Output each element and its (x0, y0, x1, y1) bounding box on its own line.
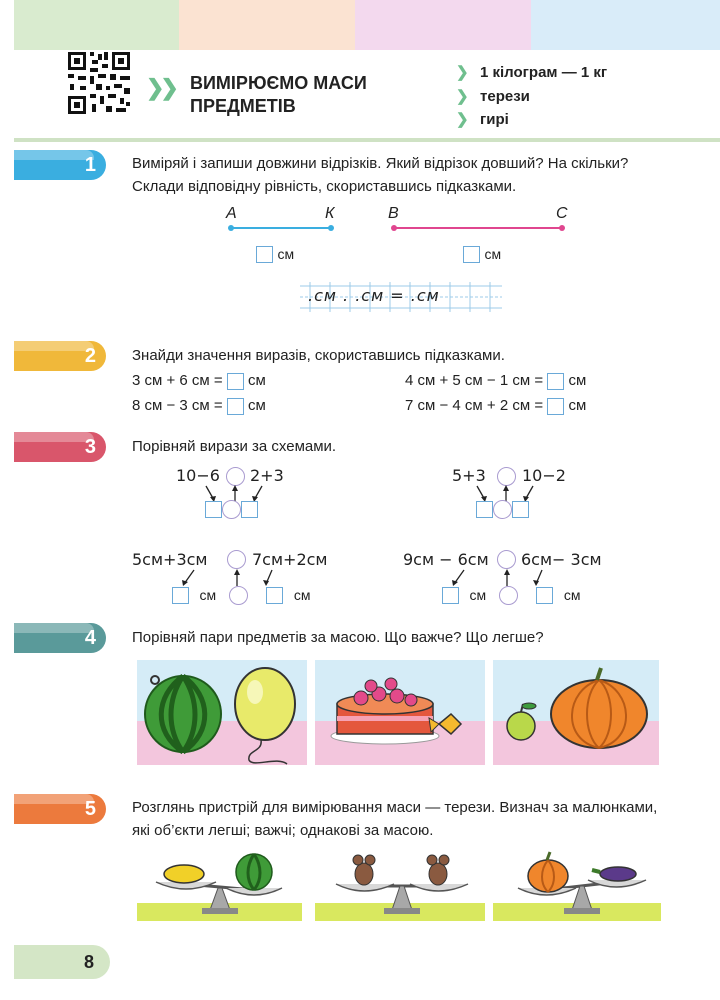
header-rule (14, 138, 720, 142)
compare-circle[interactable] (227, 550, 246, 569)
answer-box[interactable] (547, 373, 564, 390)
task-number-4: 4 (14, 623, 106, 653)
compare-circle[interactable] (499, 586, 518, 605)
scheme-4-right: 6см− 3см (521, 550, 602, 569)
picture-watermelon-balloon (137, 660, 307, 765)
chevron-icon: ❯ (456, 64, 469, 81)
task-2-text: Знайди значення виразів, скориставшись підказками. (132, 347, 505, 364)
equation-hint: .см . .см = .см (308, 286, 440, 305)
answer-box[interactable] (476, 501, 493, 518)
answer-box[interactable] (205, 501, 222, 518)
task-number-2: 2 (14, 341, 106, 371)
expression-row-3: 4 см + 5 см − 1 см = см (405, 372, 587, 389)
expression-row-2: 8 см − 3 см = см (132, 397, 266, 414)
keyword-scales: ❯ терези (456, 88, 530, 105)
top-band-green (14, 0, 179, 50)
expression-row-1: 3 см + 6 см = см (132, 372, 266, 389)
top-band-peach (179, 0, 355, 50)
point-a-label: А (226, 205, 237, 222)
keyword-kilogram: ❯ 1 кілограм — 1 кг (456, 64, 608, 81)
scale-melon-watermelon (150, 850, 290, 920)
compare-circle[interactable] (497, 550, 516, 569)
task-number-3: 3 (14, 432, 106, 462)
scheme-1-answers (205, 500, 258, 519)
segment-bc (388, 222, 568, 234)
answer-box[interactable] (442, 587, 459, 604)
page-title: ВИМІРЮЄМО МАСИ ПРЕДМЕТІВ (190, 73, 367, 116)
answer-box[interactable] (536, 587, 553, 604)
answer-box[interactable] (266, 587, 283, 604)
task-number-5: 5 (14, 794, 106, 824)
point-k-label: К (325, 205, 335, 222)
scheme-3-answers: см см (172, 586, 311, 605)
task-5-text: Розглянь пристрій для вимірювання маси — терези. Визнач за малюнками, які об’єкти легші; важчі; однакові за масою. (132, 799, 658, 839)
point-b-label: В (388, 205, 399, 222)
scale-mice (332, 850, 472, 920)
scheme-4-left: 9см − 6см (403, 550, 489, 569)
keyword-weights: ❯ гирі (456, 111, 509, 128)
cake-candy-illustration (315, 660, 485, 765)
scheme-2-right: 10−2 (522, 466, 566, 485)
compare-circle[interactable] (493, 500, 512, 519)
picture-cake-candy (315, 660, 485, 765)
picture-apple-pumpkin (493, 660, 659, 765)
apple-pumpkin-illustration (493, 660, 659, 765)
scheme-1-right: 2+3 (250, 466, 284, 485)
task-3-text: Порівняй вирази за схемами. (132, 438, 337, 455)
task-number-1: 1 (14, 150, 106, 180)
compare-circle[interactable] (222, 500, 241, 519)
scheme-3-right: 7см+2см (252, 550, 328, 569)
point-c-label: С (556, 205, 568, 222)
qr-code-icon[interactable] (66, 50, 132, 116)
scheme-1-left: 10−6 (176, 466, 220, 485)
answer-box[interactable] (241, 501, 258, 518)
compare-circle[interactable] (229, 586, 248, 605)
answer-box[interactable] (256, 246, 273, 263)
answer-box[interactable] (172, 587, 189, 604)
task-4-text: Порівняй пари предметів за масою. Що важче? Що легше? (132, 629, 544, 646)
scale-pumpkin-eggplant (512, 850, 652, 920)
chevron-icon: ❯ (456, 111, 469, 128)
answer-box[interactable] (512, 501, 529, 518)
scheme-2-answers (476, 500, 529, 519)
watermelon-balloon-illustration (137, 660, 307, 765)
answer-box[interactable] (227, 398, 244, 415)
answer-box[interactable] (547, 398, 564, 415)
expression-row-4: 7 см − 4 см + 2 см = см (405, 397, 587, 414)
scheme-2-left: 5+3 (452, 466, 486, 485)
top-band-pink (355, 0, 531, 50)
page-number-tab (14, 945, 110, 979)
top-band-blue (531, 0, 720, 50)
scheme-3-left: 5см+3см (132, 550, 208, 569)
scheme-4-answers: см см (442, 586, 581, 605)
answer-bc: см (463, 246, 501, 264)
chevron-right-icon: ❯❯ (146, 75, 175, 100)
chevron-icon: ❯ (456, 88, 469, 105)
task-1-text: Виміряй і запиши довжини відрізків. Який відрізок довший? На скільки? Склади відповідну рівність, скориставшись підказками. (132, 155, 629, 195)
segment-ak (225, 222, 337, 234)
page-number: 8 (84, 952, 95, 972)
answer-box[interactable] (463, 246, 480, 263)
answer-ak: см (256, 246, 294, 264)
answer-box[interactable] (227, 373, 244, 390)
